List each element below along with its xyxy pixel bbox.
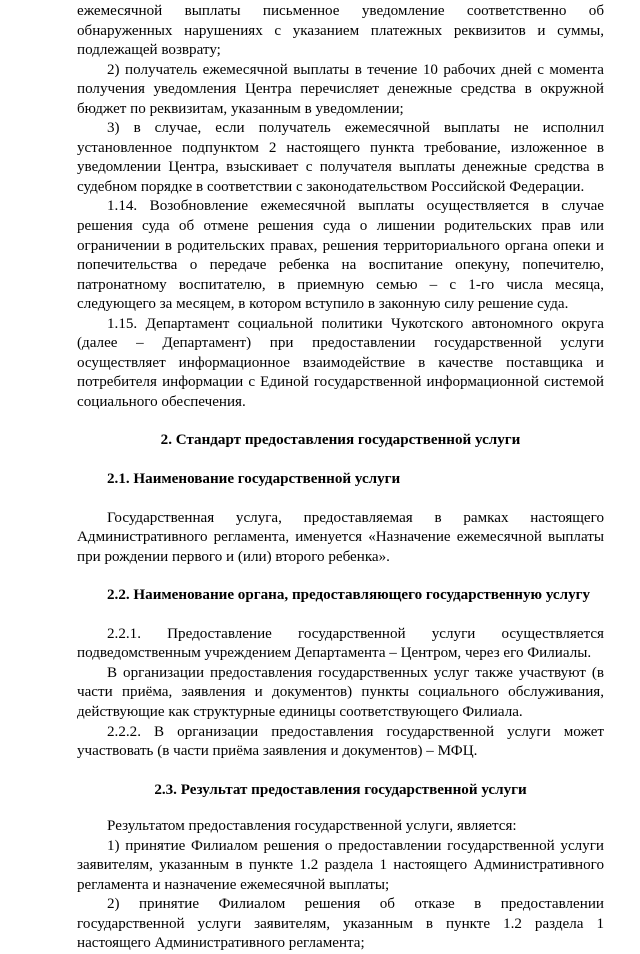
paragraph: 1) принятие Филиалом решения о предоставлении государственной услуги заявителям, указанным в пункте 1.2 раздела 1 настоящего Административного регламента и назначение ежемесячной выплаты; [77, 837, 604, 893]
paragraph: 2.2.1. Предоставление государственной услуги осуществляется подведомственным учреждением Департамента – Центром, через его Филиалы. [77, 625, 604, 662]
paragraph: ежемесячной выплаты письменное уведомление соответственно об обнаруженных нарушениях с указанием платежных реквизитов и суммы, подлежащей возврату; [77, 3, 604, 59]
subsection-2-1-heading: 2.1. Наименование государственной услуги [107, 471, 401, 488]
paragraph: 2.2.2. В организации предоставления государственной услуги может участвовать (в части приёма заявления и документов) – МФЦ. [77, 723, 604, 760]
paragraph: 2) получатель ежемесячной выплаты в течение 10 рабочих дней с момента получения уведомления Центра перечисляет денежные средства в окружной бюджет по реквизитам, указанным в уведомлении; [77, 61, 604, 117]
paragraph: 2) принятие Филиалом решения об отказе в предоставлении государственной услуги заявителям, указанным в пункте 1.2 раздела 1 настоящего Административного регламента; [77, 896, 604, 952]
paragraph: 1.15. Департамент социальной политики Чукотского автономного округа (далее – Департамент) при предоставлении государственной услуги осуществляет информационное взаимодействие в качестве поставщика и потребителя информации с Единой государственной информационной системой социального обеспечения. [77, 315, 604, 410]
section-2-heading: 2. Стандарт предоставления государственной услуги [160, 432, 521, 449]
paragraph: Государственная услуга, предоставляемая в рамках настоящего Административного регламента, именуется «Назначение ежемесячной выплаты при рождении первого и (или) второго ребенка». [77, 509, 604, 565]
subsection-2-2-heading: 2.2. Наименование органа, предоставляющего государственную услугу [107, 587, 591, 604]
paragraph: 3) в случае, если получатель ежемесячной выплаты не исполнил установленное подпунктом 2 настоящего пункта требование, изложенное в уведомлении Центра, взыскивает с получателя выплаты денежные средства в судебном порядке в соответствии с законодательством Российской Федерации. [77, 120, 604, 195]
paragraph: В организации предоставления государственных услуг также участвуют (в части приёма, заявления и документов) пункты социального обслуживания, действующие как структурные единицы соответствующего Филиала. [77, 664, 604, 720]
subsection-2-3-heading: 2.3. Результат предоставления государственной услуги [154, 781, 527, 798]
paragraph: Результатом предоставления государственной услуги, является: [107, 818, 517, 835]
paragraph: 1.14. Возобновление ежемесячной выплаты осуществляется в случае решения суда об отмене решения суда о лишении родительских прав или ограничении в родительских правах, решения территориального органа опеки и попечительства о передаче ребенка на воспитание опекуну, попечителю, патронатному воспитателю, в приемную семью – с 1-го числа месяца, следующего за месяцем, в котором вступило в законную силу решение суда. [77, 198, 604, 313]
